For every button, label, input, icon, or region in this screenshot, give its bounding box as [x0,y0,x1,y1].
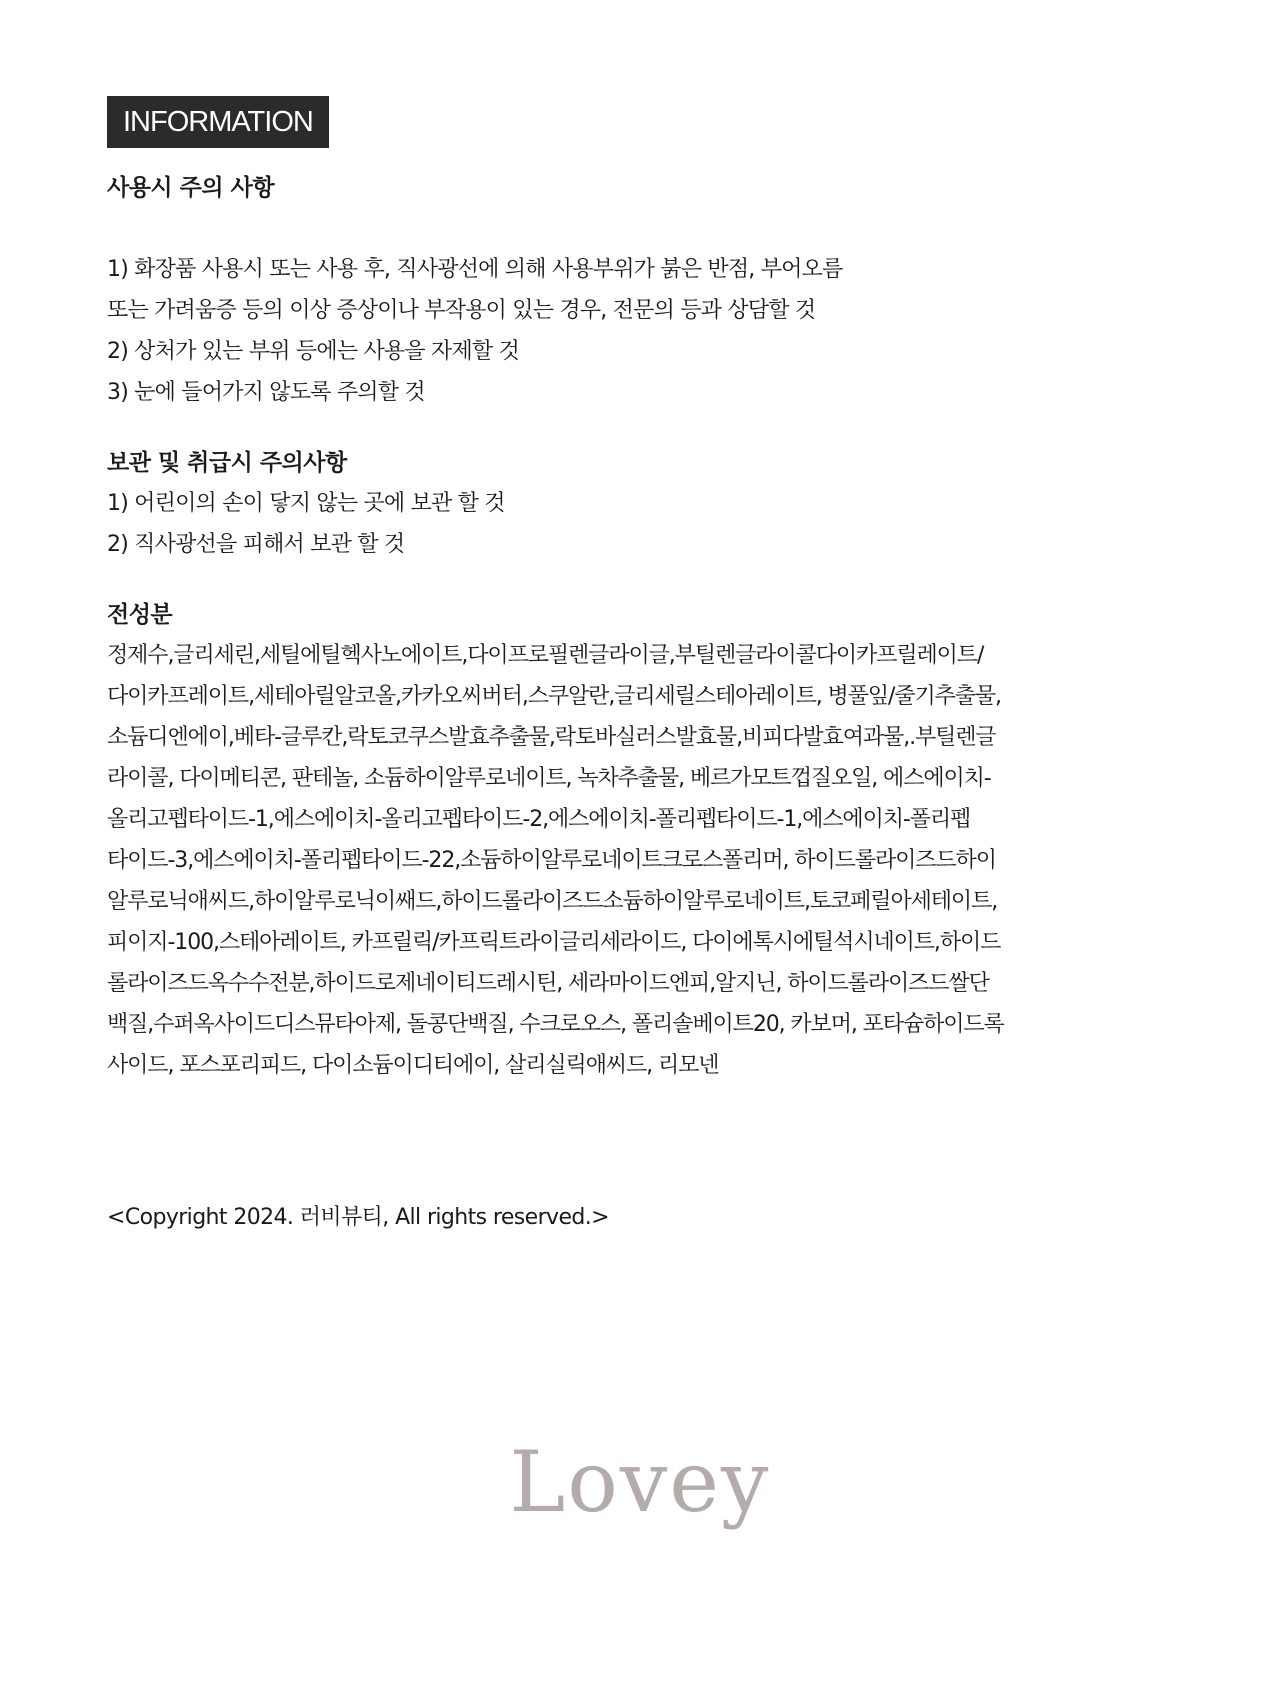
brand-logo: Lovey [509,1433,771,1531]
storage-caution-text [107,483,1197,565]
ingredients-line: 피이지-100,스테아레이트, 카프릴릭/카프릭트라이글리세라이드, 다이에톡시에틸석시네이트,하이드 [107,930,1001,955]
ingredients-line: 라이콜, 다이메티콘, 판테놀, 소듐하이알루로네이트, 녹차추출물, 베르가모트껍질오일, 에스에이치- [107,766,991,791]
ingredients-line: 올리고펩타이드-1,에스에이치-올리고펩타이드-2,에스에이치-폴리펩타이드-1,에스에이치-폴리펩 [107,807,971,832]
storage-caution-title: 보관 및 취급시 주의사항 [107,450,347,476]
ingredients-line: 타이드-3,에스에이치-폴리펩타이드-22,소듐하이알루로네이트크로스폴리머, 하이드롤라이즈드하이 [107,848,996,873]
ingredients-text [107,635,1197,1086]
storage-line: 2) 직사광선을 피해서 보관 할 것 [107,532,405,557]
usage-line: 또는 가려움증 등의 이상 증상이나 부작용이 있는 경우, 전문의 등과 상담할 것 [107,298,816,323]
storage-line: 1) 어린이의 손이 닿지 않는 곳에 보관 할 것 [107,491,505,516]
ingredients-line: 롤라이즈드옥수수전분,하이드로제네이티드레시틴, 세라마이드엔피,알지닌, 하이드롤라이즈드쌀단 [107,971,989,996]
usage-line: 3) 눈에 들어가지 않도록 주의할 것 [107,380,425,405]
ingredients-line: 정제수,글리세린,세틸에틸헥사노에이트,다이프로필렌글라이글,부틸렌글라이콜다이카프릴레이트/ [107,643,984,668]
ingredients-title: 전성분 [107,602,173,628]
info-content [107,168,1197,1086]
ingredients-line: 알루로닉애씨드,하이알루로닉이쌔드,하이드롤라이즈드소듐하이알루로네이트,토코페릴아세테이트, [107,889,998,914]
copyright-notice: <Copyright 2024. 러비뷰티, All rights reserved.> [107,1205,609,1230]
ingredients-line: 다이카프레이트,세테아릴알코올,카카오씨버터,스쿠알란,글리세릴스테아레이트, 병풀잎/줄기추출물, [107,684,1001,709]
ingredients-line: 사이드, 포스포리피드, 다이소듐이디티에이, 살리실릭애씨드, 리모넨 [107,1053,719,1078]
ingredients-line: 백질,수퍼옥사이드디스뮤타아제, 돌콩단백질, 수크로오스, 폴리솔베이트20, 카보머, 포타슘하이드록 [107,1012,1004,1037]
usage-line: 1) 화장품 사용시 또는 사용 후, 직사광선에 의해 사용부위가 붉은 반점, 부어오름 [107,257,843,282]
usage-caution-title: 사용시 주의 사항 [107,175,275,201]
usage-line: 2) 상처가 있는 부위 등에는 사용을 자제할 것 [107,339,520,364]
ingredients-line: 소듐디엔에이,베타-글루칸,락토코쿠스발효추출물,락토바실러스발효물,비피다발효여과물,.부틸렌글 [107,725,996,750]
usage-caution-text [107,249,1197,413]
information-badge: INFORMATION [107,96,329,148]
